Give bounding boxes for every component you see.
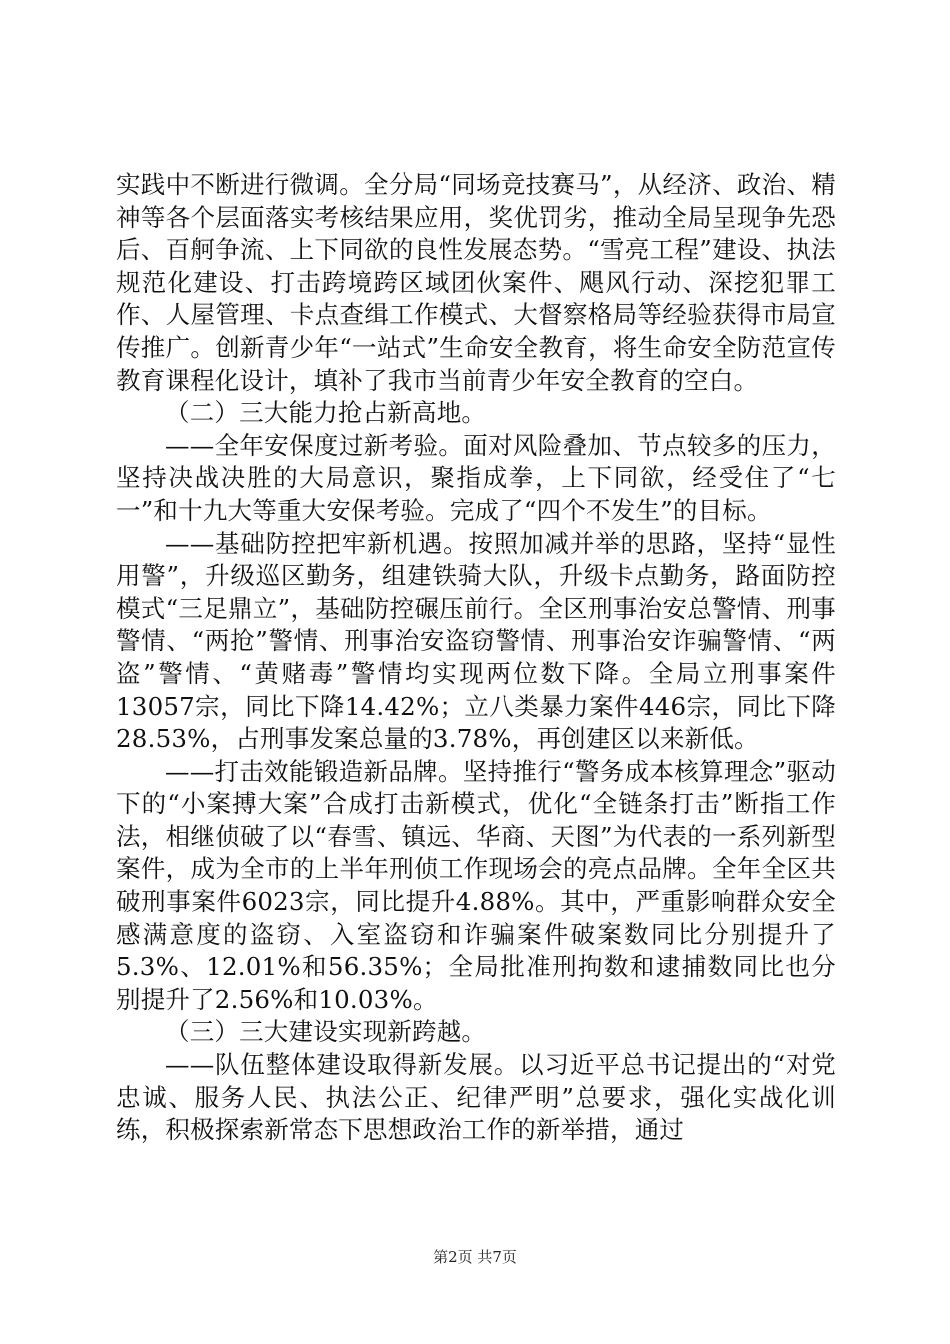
paragraph-strike: ——打击效能锻造新品牌。坚持推行“警务成本核算理念”驱动下的“小案搏大案”合成打击新模式，优化“全链条打击”断指工作法，相继侦破了以“春雪、镇远、华商、天图”为代表的一系列新型案件，成为全市的上半年刑侦工作现场会的亮点品牌。全年全区共破刑事案件6023宗，同比提升4.88%。其中，严重影响群众安全感满意度的盗窃、入室盗窃和诈骗案件破案数同比分别提升了5.3%、12.01%和56.35%；全局批准刑拘数和逮捕数同比也分别提升了2.56%和10.03%。 xyxy=(116,756,836,1014)
document-body xyxy=(116,169,836,1147)
section-heading-3: （三）三大建设实现新跨越。 xyxy=(165,1017,487,1047)
paragraph-1: 实践中不断进行微调。全分局“同场竞技赛马”，从经济、政治、精神等各个层面落实考核结果应用，奖优罚劣，推动全局呈现争先恐后、百舸争流、上下同欲的良性发展态势。“雪亮工程”建设、执法规范化建设、打击跨境跨区域团伙案件、飓风行动、深挖犯罪工作、人屋管理、卡点查缉工作模式、大督察格局等经验获得市局宣传推广。创新青少年“一站式”生命安全教育，将生命安全防范宣传教育课程化设计，填补了我市当前青少年安全教育的空白。 xyxy=(116,170,836,395)
paragraph-security: ——全年安保度过新考验。面对风险叠加、节点较多的压力，坚持决战决胜的大局意识，聚指成拳，上下同欲，经受住了“七一”和十九大等重大安保考验。完成了“四个不发生”的目标。 xyxy=(116,430,836,525)
paragraph-prevention: ——基础防控把牢新机遇。按照加减并举的思路，坚持“显性用警”，升级巡区勤务，组建铁骑大队，升级卡点勤务，路面防控模式“三足鼎立”，基础防控碾压前行。全区刑事治安总警情、刑事警情、“两抢”警情、刑事治安盗窃警情、刑事治安诈骗警情、“两盗”警情、“黄赌毒”警情均实现两位数下降。全局立刑事案件13057宗，同比下降14.42%；立八类暴力案件446宗，同比下降28.53%，占刑事发案总量的3.78%，再创建区以来新低。 xyxy=(116,528,836,754)
section-heading-2: （二）三大能力抢占新高地。 xyxy=(165,398,487,428)
paragraph-team: ——队伍整体建设取得新发展。以习近平总书记提出的“对党忠诚、服务人民、执法公正、纪律严明”总要求，强化实战化训练，积极探索新常态下思想政治工作的新举措，通过 xyxy=(116,1050,836,1145)
page-footer: 第2页 共7页 xyxy=(433,1248,517,1266)
